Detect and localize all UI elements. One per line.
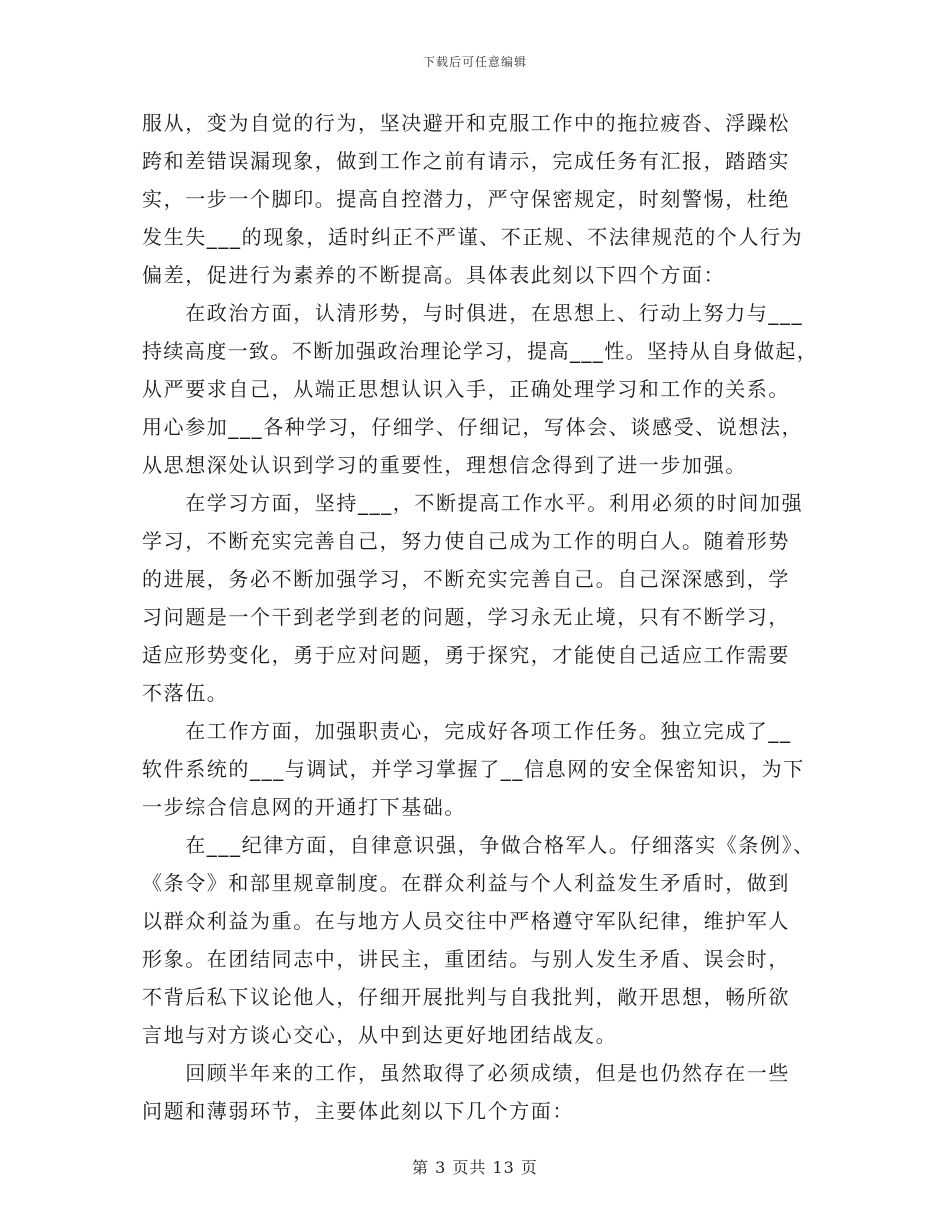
body-line: 从严要求自己，从端正思想认识入手，正确处理学习和工作的关系。 [142, 377, 790, 401]
body-line: 适应形势变化，勇于应对问题，勇于探究，才能使自己适应工作需要 [142, 643, 790, 667]
body-line: 不落伍。 [142, 681, 229, 705]
body-line: 实，一步一个脚印。提高自控潜力，严守保密规定，时刻警惕，杜绝 [142, 187, 790, 211]
page-header: 下载后可任意编辑 [422, 55, 527, 69]
body-line: 回顾半年来的工作，虽然取得了必须成绩，但是也仍然存在一些 [142, 1061, 790, 1085]
body-line: 形象。在团结同志中，讲民主，重团结。与别人发生矛盾、误会时， [142, 947, 790, 971]
body-line: 用心参加___各种学习，仔细学、仔细记，写体会、谈感受、说想法， [142, 415, 804, 439]
body-line: 的进展，务必不断加强学习，不断充实完善自己。自己深深感到，学 [142, 567, 790, 591]
body-line: 软件系统的___与调试，并学习掌握了__信息网的安全保密知识，为下 [142, 757, 805, 781]
body-line: 偏差，促进行为素养的不断提高。具体表此刻以下四个方面： [142, 263, 726, 287]
body-line: 在政治方面，认清形势，与时俱进，在思想上、行动上努力与___ [142, 301, 804, 325]
body-line: 持续高度一致。不断加强政治理论学习，提高___性。坚持从自身做起， [142, 339, 819, 363]
page-footer: 第 3 页共 13 页 [412, 1158, 538, 1177]
body-line: 问题和薄弱环节，主要体此刻以下几个方面： [142, 1099, 574, 1123]
body-line: 以群众利益为重。在与地方人员交往中严格遵守军队纪律，维护军人 [142, 909, 790, 933]
document-body [142, 104, 822, 1130]
body-line: 跨和差错误漏现象，做到工作之前有请示，完成任务有汇报，踏踏实 [142, 149, 790, 173]
body-line: 在学习方面，坚持___，不断提高工作水平。利用必须的时间加强 [142, 491, 804, 515]
body-line: 习问题是一个干到老学到老的问题，学习永无止境，只有不断学习， [142, 605, 790, 629]
body-line: 在工作方面，加强职责心，完成好各项工作任务。独立完成了__ [142, 719, 792, 743]
body-line: 《条令》和部里规章制度。在群众利益与个人利益发生矛盾时，做到 [142, 871, 790, 895]
body-line: 一步综合信息网的开通打下基础。 [142, 795, 466, 819]
body-line: 言地与对方谈心交心，从中到达更好地团结战友。 [142, 1023, 618, 1047]
body-line: 学习，不断充实完善自己，努力使自己成为工作的明白人。随着形势 [142, 529, 790, 553]
body-line: 在___纪律方面，自律意识强，争做合格军人。仔细落实《条例》、 [142, 833, 815, 857]
body-line: 发生失___的现象，适时纠正不严谨、不正规、不法律规范的个人行为 [142, 225, 804, 249]
body-line: 服从，变为自觉的行为，坚决避开和克服工作中的拖拉疲沓、浮躁松 [142, 111, 790, 135]
body-line: 不背后私下议论他人，仔细开展批判与自我批判，敞开思想，畅所欲 [142, 985, 790, 1009]
body-line: 从思想深处认识到学习的重要性，理想信念得到了进一步加强。 [142, 453, 747, 477]
